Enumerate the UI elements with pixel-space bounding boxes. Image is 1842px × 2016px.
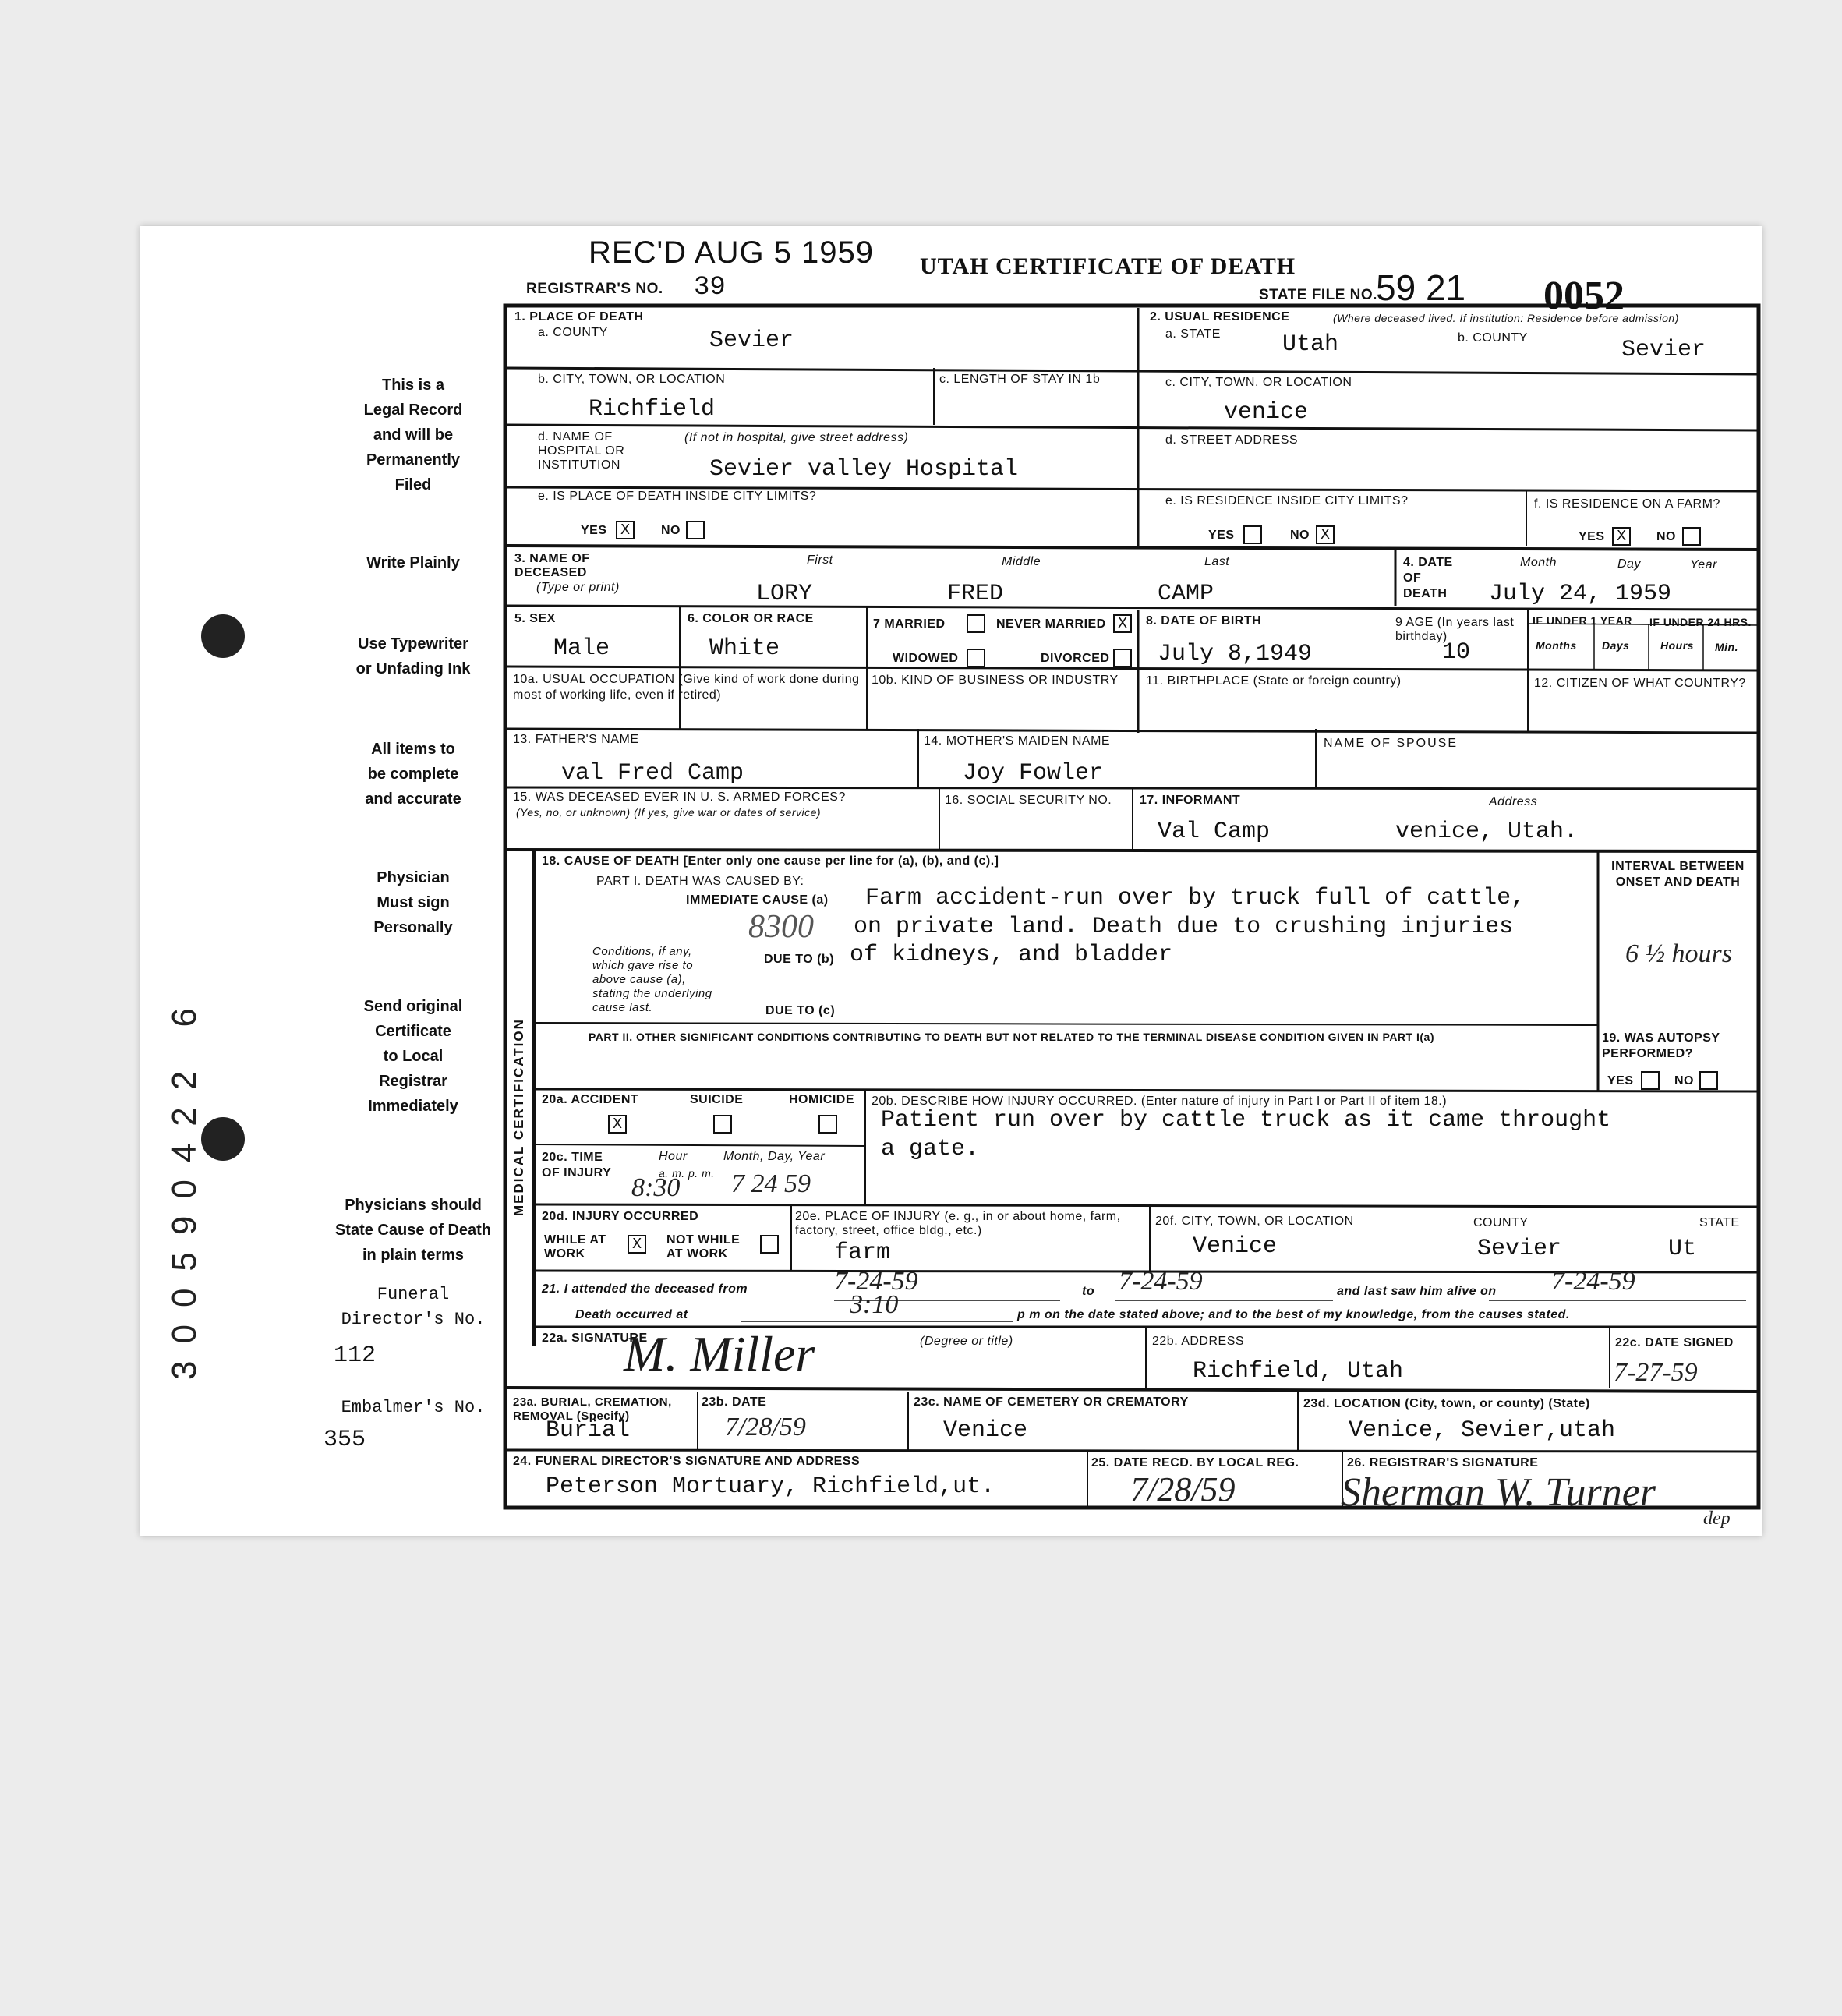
street-address-label: d. STREET ADDRESS xyxy=(1165,433,1299,447)
not-at-work-label: NOT WHILE AT WORK xyxy=(666,1233,741,1261)
attended-from-value: 7-24-59 xyxy=(834,1267,918,1296)
funeral-director-value: Peterson Mortuary, Richfield,ut. xyxy=(546,1473,995,1500)
legal-record-note: This is a Legal Record and will be Permanently Filed xyxy=(363,377,463,493)
accident-checkbox[interactable]: X xyxy=(608,1115,627,1134)
date-received-label: 25. DATE RECD. BY LOCAL REG. xyxy=(1091,1456,1299,1470)
hour-label: Hour xyxy=(659,1150,688,1163)
mother-label: 14. MOTHER'S MAIDEN NAME xyxy=(924,734,1111,748)
death-occurred-at-label: Death occurred at xyxy=(575,1308,688,1321)
to-label: to xyxy=(1082,1285,1095,1298)
attended-label: 21. I attended the deceased from xyxy=(542,1282,748,1296)
injury-how-label: 20b. DESCRIBE HOW INJURY OCCURRED. (Enter nature of injury in Part I or Part II of item 18.) xyxy=(872,1095,1448,1108)
married-checkbox[interactable] xyxy=(967,614,985,633)
res-state-label: a. STATE xyxy=(1165,327,1221,341)
min-label: Min. xyxy=(1715,641,1738,653)
statement-text: p m on the date stated above; and to the best of my knowledge, from the causes stated. xyxy=(1017,1308,1570,1321)
suicide-checkbox[interactable] xyxy=(713,1115,732,1134)
cause-plain-note: Physicians should State Cause of Death in plain terms xyxy=(334,1197,492,1264)
attended-to-value: 7-24-59 xyxy=(1119,1267,1203,1296)
ssn-label: 16. SOCIAL SECURITY NO. xyxy=(945,794,1112,807)
send-original-note: Send original Certificate to Local Registrar Immediately xyxy=(363,998,463,1115)
last-seen-value: 7-24-59 xyxy=(1551,1267,1635,1296)
address-label: Address xyxy=(1489,795,1538,808)
married-label: 7 MARRIED xyxy=(873,617,946,631)
months-label: Months xyxy=(1536,639,1577,652)
injury-how-line-1: Patient run over by cattle truck as it came throught xyxy=(881,1107,1611,1134)
no-label: NO xyxy=(1290,529,1310,542)
due-to-b-label: DUE TO (b) xyxy=(764,953,835,966)
father-value: val Fred Camp xyxy=(561,760,744,787)
farm-label: f. IS RESIDENCE ON A FARM? xyxy=(1534,497,1720,511)
res-inside-limits-label: e. IS RESIDENCE INSIDE CITY LIMITS? xyxy=(1165,494,1409,508)
res-county-value: Sevier xyxy=(1621,337,1706,363)
residence-label: 2. USUAL RESIDENCE xyxy=(1150,310,1290,324)
death-date-value: July 24, 1959 xyxy=(1489,581,1672,607)
first-name-value: LORY xyxy=(756,581,813,607)
received-stamp: REC'D AUG 5 1959 xyxy=(589,235,875,270)
burial-date-value: 7/28/59 xyxy=(725,1413,806,1441)
state-file-label: STATE FILE NO. xyxy=(1259,287,1377,303)
part2-label: PART II. OTHER SIGNIFICANT CONDITIONS CONTRIBUTING TO DEATH BUT NOT RELATED TO THE TERMINAL DISEASE CONDITION GIVEN IN PART I(a) xyxy=(589,1031,1434,1043)
injury-date-value: 7 24 59 xyxy=(731,1169,811,1198)
birth-date-label: 8. DATE OF BIRTH xyxy=(1146,614,1262,628)
injury-occurred-label: 20d. INJURY OCCURRED xyxy=(542,1210,699,1223)
date-signed-label: 22c. DATE SIGNED xyxy=(1615,1336,1734,1349)
spouse-label: NAME OF SPOUSE xyxy=(1324,737,1458,750)
yes-label: YES xyxy=(1607,1074,1634,1088)
informant-address-value: venice, Utah. xyxy=(1395,819,1579,845)
no-label: NO xyxy=(661,524,681,537)
race-label: 6. COLOR OR RACE xyxy=(688,612,814,625)
res-inside-no-checkbox[interactable]: X xyxy=(1316,525,1335,544)
time-of-injury-label: 20c. TIME OF INJURY xyxy=(542,1151,612,1180)
registrar-no-label: REGISTRAR'S NO. xyxy=(526,281,663,297)
business-label: 10b. KIND OF BUSINESS OR INDUSTRY xyxy=(872,674,1119,687)
state-file-no: 59 21 xyxy=(1376,267,1466,308)
father-label: 13. FATHER'S NAME xyxy=(513,733,639,746)
death-city-label: b. CITY, TOWN, OR LOCATION xyxy=(538,373,726,386)
days-label: Days xyxy=(1602,639,1630,652)
middle-label: Middle xyxy=(1002,555,1041,568)
never-married-label: NEVER MARRIED xyxy=(996,617,1106,631)
cause-code: 8300 xyxy=(748,909,814,945)
cause-of-death-label: 18. CAUSE OF DEATH [Enter only one cause per line for (a), (b), and (c).] xyxy=(542,854,999,868)
physician-address-label: 22b. ADDRESS xyxy=(1152,1335,1245,1348)
immediate-cause-label: IMMEDIATE CAUSE (a) xyxy=(686,893,829,907)
autopsy-no-checkbox[interactable] xyxy=(1699,1071,1718,1090)
medical-certification-label: MEDICAL CERTIFICATION xyxy=(511,1018,526,1216)
last-saw-label: and last saw him alive on xyxy=(1337,1285,1497,1298)
write-plainly-note: Write Plainly xyxy=(366,554,460,571)
place-of-death-label: 1. PLACE OF DEATH xyxy=(514,310,644,324)
sex-label: 5. SEX xyxy=(514,612,556,625)
occupation-label: 10a. USUAL OCCUPATION (Give kind of work done during most of working life, even if retired) xyxy=(513,673,860,702)
race-value: White xyxy=(709,635,780,662)
no-label: NO xyxy=(1656,530,1676,543)
injury-county-value: Sevier xyxy=(1477,1236,1562,1262)
funeral-director-no: 112 xyxy=(334,1342,377,1369)
divorced-label: DIVORCED xyxy=(1041,652,1110,665)
injury-time-value: 8:30 xyxy=(631,1173,681,1202)
funeral-director-label: Funeral Director's No. xyxy=(341,1285,486,1329)
hospital-label: d. NAME OF HOSPITAL OR INSTITUTION xyxy=(538,430,625,472)
res-county-label: b. COUNTY xyxy=(1458,331,1528,345)
informant-label: 17. INFORMANT xyxy=(1140,794,1241,807)
res-city-label: c. CITY, TOWN, OR LOCATION xyxy=(1165,376,1352,389)
conditions-label: Conditions, if any, which gave rise to above cause (a), stating the underlying cause last. xyxy=(592,945,712,1014)
burial-label: 23a. BURIAL, CREMATION, REMOVAL (Specify) xyxy=(513,1395,672,1423)
injury-city-value: Venice xyxy=(1193,1233,1278,1260)
under-1-year-label: IF UNDER 1 YEAR xyxy=(1533,614,1632,627)
death-inside-limits-label: e. IS PLACE OF DEATH INSIDE CITY LIMITS? xyxy=(538,490,817,503)
name-label: 3. NAME OF DECEASED xyxy=(514,552,590,579)
never-married-checkbox[interactable]: X xyxy=(1113,614,1132,633)
while-at-work-label: WHILE AT WORK xyxy=(544,1233,606,1261)
day-label: Day xyxy=(1617,557,1641,571)
age-label: 9 AGE (In years last birthday) xyxy=(1395,616,1515,643)
cause-line-2: on private land. Death due to crushing injuries xyxy=(854,914,1514,940)
mdy-label: Month, Day, Year xyxy=(723,1150,826,1163)
interval-value: 6 ½ hours xyxy=(1625,939,1732,968)
accident-label: 20a. ACCIDENT xyxy=(542,1093,639,1106)
date-signed-value: 7-27-59 xyxy=(1614,1358,1698,1387)
cemetery-value: Venice xyxy=(943,1417,1028,1444)
farm-yes-checkbox[interactable]: X xyxy=(1612,527,1631,546)
embalmer-no: 355 xyxy=(323,1427,366,1453)
place-of-injury-label: 20e. PLACE OF INJURY (e. g., in or about home, farm, factory, street, office bldg., etc.) xyxy=(795,1210,1121,1237)
month-label: Month xyxy=(1520,556,1557,569)
widowed-label: WIDOWED xyxy=(893,652,959,665)
location-value: Venice, Sevier,utah xyxy=(1349,1417,1616,1444)
part1-label: PART I. DEATH WAS CAUSED BY: xyxy=(596,875,804,888)
birthplace-label: 11. BIRTHPLACE (State or foreign country) xyxy=(1146,674,1402,688)
hospital-value: Sevier valley Hospital xyxy=(709,456,1019,483)
citizen-label: 12. CITIZEN OF WHAT COUNTRY? xyxy=(1534,677,1746,690)
injury-state-label: STATE xyxy=(1699,1216,1740,1229)
place-of-injury-value: farm xyxy=(834,1240,891,1266)
armed-forces-label: 15. WAS DECEASED EVER IN U. S. ARMED FORCES? xyxy=(513,790,846,804)
res-state-value: Utah xyxy=(1282,331,1339,358)
death-county-value: Sevier xyxy=(709,327,794,354)
birth-date-value: July 8,1949 xyxy=(1158,641,1313,667)
cemetery-label: 23c. NAME OF CEMETERY OR CREMATORY xyxy=(914,1395,1189,1409)
registrar-signature-suffix: dep xyxy=(1703,1508,1731,1529)
autopsy-yes-checkbox[interactable] xyxy=(1641,1071,1660,1090)
date-received-value: 7/28/59 xyxy=(1130,1470,1236,1508)
widowed-checkbox[interactable] xyxy=(967,649,985,667)
burial-value: Burial xyxy=(546,1417,631,1444)
funeral-director-signature-label: 24. FUNERAL DIRECTOR'S SIGNATURE AND ADDRESS xyxy=(513,1455,861,1468)
death-city-value: Richfield xyxy=(589,396,716,423)
yes-label: YES xyxy=(1208,529,1235,542)
location-label: 23d. LOCATION (City, town, or county) (State) xyxy=(1303,1397,1590,1410)
state-file-suffix: 0052 xyxy=(1543,274,1625,318)
residence-note: (Where deceased lived. If institution: Residence before admission) xyxy=(1333,312,1679,324)
injury-how-line-2: a gate. xyxy=(881,1136,980,1162)
signature-label: 22a. SIGNATURE xyxy=(542,1332,648,1345)
physician-note: Physician Must sign Personally xyxy=(373,869,453,936)
death-inside-yes-checkbox[interactable]: X xyxy=(616,521,635,539)
cause-line-1: Farm accident-run over by truck full of cattle, xyxy=(865,885,1526,911)
typewriter-note: Use Typewriter or Unfading Ink xyxy=(355,635,471,677)
death-inside-no-checkbox[interactable] xyxy=(686,521,705,539)
registrar-signature-label: 26. REGISTRAR'S SIGNATURE xyxy=(1347,1456,1539,1470)
physician-address-value: Richfield, Utah xyxy=(1193,1358,1404,1385)
middle-name-value: FRED xyxy=(947,581,1004,607)
physician-signature: M. Miller xyxy=(624,1326,815,1381)
not-at-work-checkbox[interactable] xyxy=(760,1235,779,1254)
autopsy-label: 19. WAS AUTOPSY PERFORMED? xyxy=(1602,1031,1720,1060)
first-label: First xyxy=(807,554,833,567)
name-note: (Type or print) xyxy=(536,581,620,594)
death-county-label: a. COUNTY xyxy=(538,326,608,339)
cause-line-3: of kidneys, and bladder xyxy=(850,942,1173,968)
death-date-label: 4. DATE OF DEATH xyxy=(1403,556,1453,600)
farm-no-checkbox[interactable] xyxy=(1682,527,1701,546)
last-label: Last xyxy=(1204,555,1230,568)
last-name-value: CAMP xyxy=(1158,581,1214,607)
res-inside-yes-checkbox[interactable] xyxy=(1243,525,1262,544)
while-at-work-checkbox[interactable]: X xyxy=(628,1235,646,1254)
interval-label: INTERVAL BETWEEN ONSET AND DEATH xyxy=(1611,860,1745,889)
suicide-label: SUICIDE xyxy=(690,1093,744,1106)
homicide-checkbox[interactable] xyxy=(818,1115,837,1134)
length-of-stay-label: c. LENGTH OF STAY IN 1b xyxy=(939,373,1101,386)
injury-county-label: COUNTY xyxy=(1473,1216,1529,1229)
yes-label: YES xyxy=(1579,530,1605,543)
injury-city-label: 20f. CITY, TOWN, OR LOCATION xyxy=(1155,1215,1354,1228)
burial-date-label: 23b. DATE xyxy=(702,1395,767,1409)
divorced-checkbox[interactable] xyxy=(1113,649,1132,667)
hours-label: Hours xyxy=(1660,639,1694,652)
under-24-hrs-label: IF UNDER 24 HRS. xyxy=(1649,616,1752,628)
degree-label: (Degree or title) xyxy=(920,1335,1013,1348)
complete-note: All items to be complete and accurate xyxy=(365,741,461,808)
homicide-label: HOMICIDE xyxy=(789,1093,854,1106)
hospital-note: (If not in hospital, give street address) xyxy=(684,431,909,444)
res-city-value: venice xyxy=(1224,399,1309,426)
year-label: Year xyxy=(1690,558,1717,571)
yes-label: YES xyxy=(581,524,607,537)
no-label: NO xyxy=(1674,1074,1694,1088)
age-value: 10 xyxy=(1442,639,1471,666)
death-occurred-at-value: 3:10 xyxy=(850,1290,899,1319)
due-to-c-label: DUE TO (c) xyxy=(765,1004,836,1017)
registrar-signature: Sherman W. Turner xyxy=(1341,1470,1656,1515)
informant-value: Val Camp xyxy=(1158,819,1271,845)
certificate-title: UTAH CERTIFICATE OF DEATH xyxy=(920,253,1296,279)
armed-forces-note: (Yes, no, or unknown) (If yes, give war or dates of service) xyxy=(516,806,822,819)
film-number: 300590422 6 xyxy=(165,991,203,1380)
injury-state-value: Ut xyxy=(1668,1236,1697,1262)
ampm-label: a. m. p. m. xyxy=(659,1167,715,1180)
mother-value: Joy Fowler xyxy=(963,760,1104,787)
embalmer-label: Embalmer's No. xyxy=(341,1398,486,1417)
registrar-no: 39 xyxy=(694,273,726,302)
sex-value: Male xyxy=(553,635,610,662)
